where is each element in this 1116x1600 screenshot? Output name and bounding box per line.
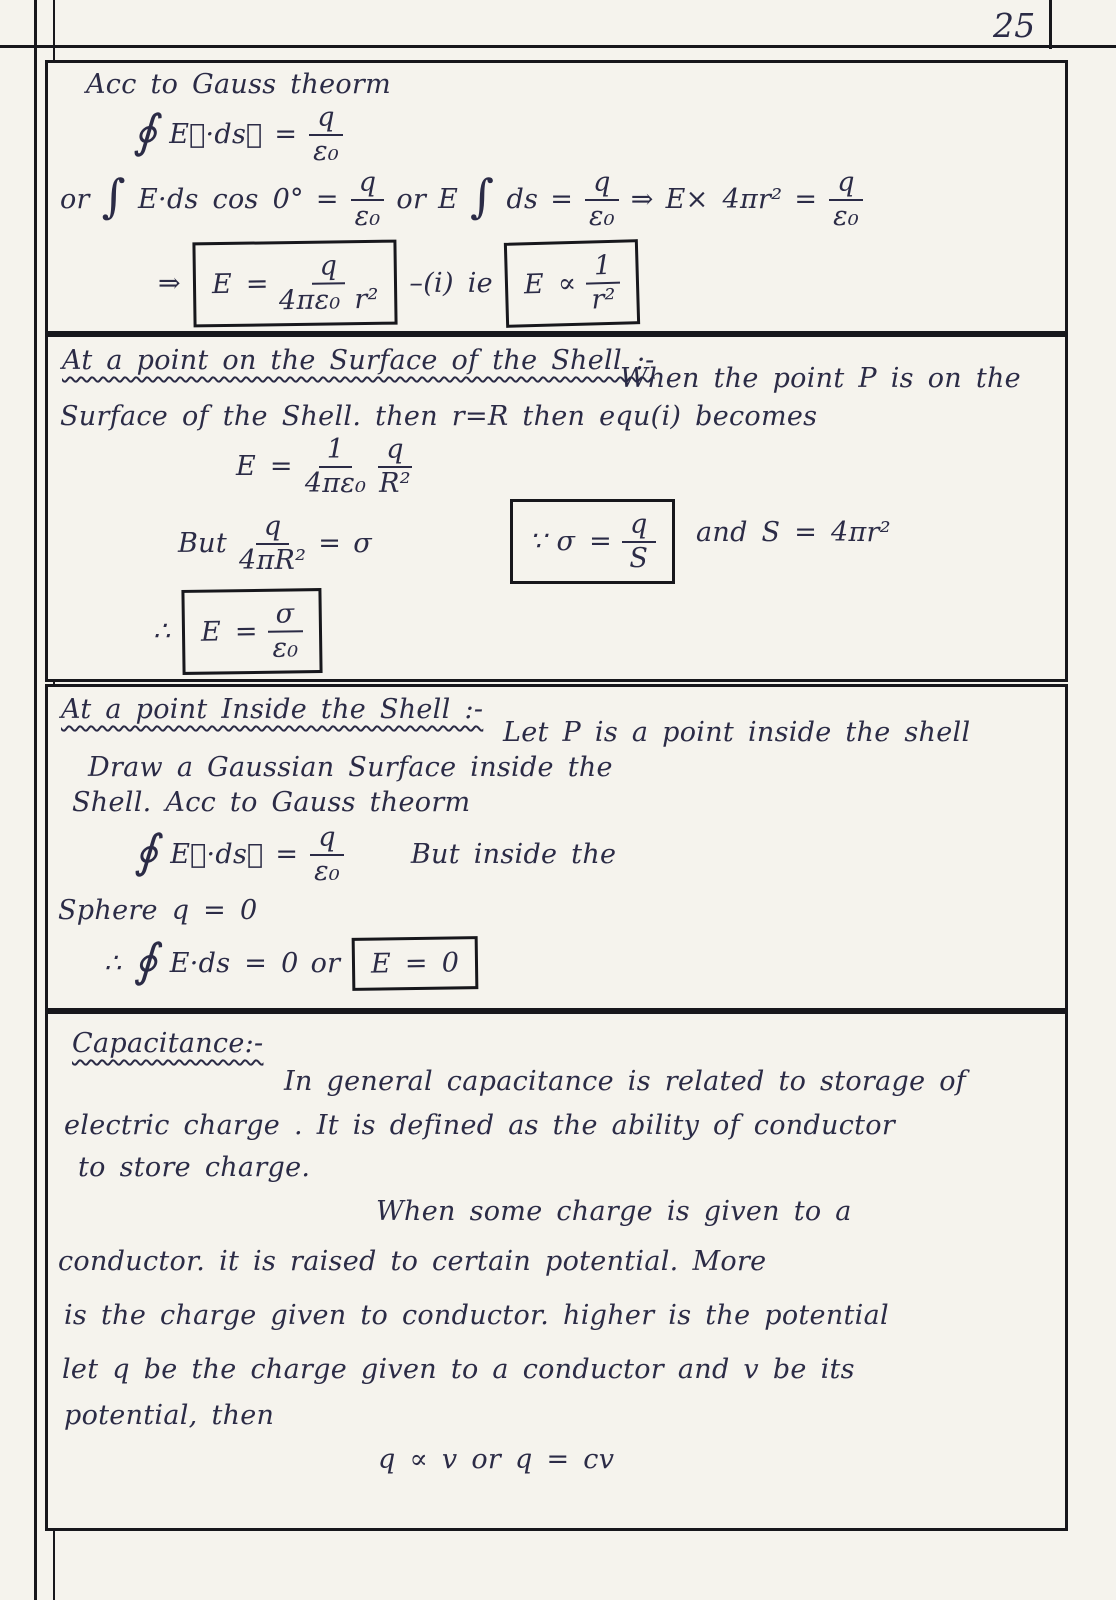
fraction bbox=[585, 168, 619, 231]
left-margin-line-outer bbox=[34, 0, 37, 1600]
or-word: or bbox=[396, 184, 427, 216]
lhs: E = bbox=[211, 268, 269, 301]
top-right-rule-line bbox=[1049, 0, 1052, 49]
implies-icon: ⇒ bbox=[630, 184, 654, 216]
text-line: Shell. Acc to Gauss theorm bbox=[72, 787, 471, 818]
denominator: R² bbox=[379, 467, 411, 499]
equals-sign: = bbox=[275, 839, 299, 871]
integrand: E⃗·ds⃗ bbox=[169, 119, 263, 151]
top-rule-line bbox=[0, 45, 1116, 48]
capacitance-formula: q ∝ v or q = cv bbox=[378, 1444, 615, 1475]
zero-field-formula bbox=[104, 933, 479, 990]
fraction bbox=[378, 435, 412, 498]
section-point-on-surface bbox=[45, 334, 1068, 682]
inline-note: But inside the bbox=[410, 839, 617, 871]
equals-sign: = bbox=[318, 528, 342, 560]
integrand: E·ds cos 0° bbox=[138, 184, 304, 216]
gauss-law-formula bbox=[133, 103, 343, 166]
fraction bbox=[310, 823, 344, 886]
text-line: conductor. it is raised to certain potential. More bbox=[58, 1246, 767, 1277]
implies-icon: ⇒ bbox=[158, 268, 181, 300]
but-word: But bbox=[178, 528, 227, 560]
page-number: 25 bbox=[993, 6, 1036, 45]
fraction bbox=[586, 251, 621, 315]
closed-integral-icon: ∮ bbox=[133, 104, 158, 159]
numerator: q bbox=[309, 103, 343, 136]
equals-sign: = bbox=[794, 184, 818, 216]
fraction bbox=[305, 435, 366, 498]
because-icon: ∵ bbox=[529, 526, 547, 558]
field-result-formula bbox=[158, 241, 639, 326]
numerator: 1 bbox=[586, 251, 620, 285]
equals-sign: = bbox=[550, 184, 574, 216]
closed-integral-icon: ∮ bbox=[133, 933, 158, 988]
denominator: ε₀ bbox=[313, 135, 340, 167]
fraction bbox=[278, 251, 379, 316]
boxed-field-formula bbox=[192, 240, 398, 328]
therefore-icon: ∴ bbox=[153, 616, 171, 648]
sigma-symbol: σ bbox=[353, 528, 372, 560]
numerator: σ bbox=[268, 599, 303, 632]
text-line: to store charge. bbox=[78, 1152, 311, 1183]
denominator: 4πε₀ r² bbox=[278, 283, 379, 316]
integral-icon: ∫ bbox=[101, 169, 127, 224]
denominator: S bbox=[629, 542, 649, 574]
fraction bbox=[309, 103, 343, 166]
numerator: q bbox=[378, 435, 412, 468]
fraction bbox=[351, 168, 385, 231]
side-note: Let P is a point inside the shell bbox=[503, 717, 971, 748]
text-line: When some charge is given to a bbox=[376, 1196, 852, 1227]
denominator: ε₀ bbox=[833, 200, 860, 232]
text-line: Draw a Gaussian Surface inside the bbox=[88, 752, 613, 783]
section-point-inside bbox=[45, 684, 1068, 1011]
numerator: q bbox=[311, 251, 345, 284]
numerator: 1 bbox=[319, 435, 352, 468]
fraction bbox=[829, 168, 863, 231]
numerator: q bbox=[829, 168, 863, 201]
field-symbol: E bbox=[438, 184, 459, 216]
integrand: ds bbox=[506, 184, 539, 216]
integrand: E⃗·ds⃗ bbox=[170, 839, 264, 871]
section-title: Capacitance:- bbox=[72, 1028, 264, 1059]
boxed-proportionality bbox=[504, 239, 640, 328]
or-word: or bbox=[60, 184, 90, 216]
text-line: potential, then bbox=[64, 1400, 275, 1431]
denominator: 4πR² bbox=[238, 544, 307, 576]
fraction bbox=[239, 512, 306, 575]
integral-icon: ∫ bbox=[470, 169, 495, 224]
fraction bbox=[268, 599, 304, 663]
denominator: 4πε₀ bbox=[304, 467, 367, 499]
sigma-definition-line bbox=[178, 512, 372, 575]
text-line: In general capacitance is related to storage of bbox=[284, 1066, 967, 1097]
or-word: or bbox=[310, 948, 341, 979]
expression: E× 4πr² bbox=[665, 184, 783, 216]
numerator: q bbox=[310, 823, 344, 856]
expression: E·ds = 0 bbox=[169, 948, 299, 979]
text-line: Surface of the Shell. then r=R then equ(i) becomes bbox=[60, 401, 818, 432]
boxed-zero-field: E = 0 bbox=[352, 936, 479, 991]
side-note: When the point P is on the bbox=[620, 363, 1021, 394]
boxed-sigma-formula bbox=[510, 499, 675, 584]
text-line: electric charge . It is defined as the ability of conductor bbox=[64, 1110, 896, 1141]
denominator: r² bbox=[590, 283, 617, 316]
section-title: At a point Inside the Shell :- bbox=[61, 694, 484, 725]
section-title: Acc to Gauss theorm bbox=[86, 69, 392, 100]
text-line: Sphere q = 0 bbox=[58, 895, 258, 926]
text-line: is the charge given to conductor. higher is the potential bbox=[64, 1300, 889, 1331]
equals-sign: = bbox=[274, 119, 298, 151]
lhs: σ = bbox=[556, 526, 613, 558]
section-title: At a point on the Surface of the Shell :- bbox=[62, 345, 655, 376]
denominator: ε₀ bbox=[354, 200, 381, 232]
lhs: E ∝ bbox=[523, 268, 577, 301]
lhs: E = bbox=[201, 616, 259, 648]
equals-sign: = bbox=[315, 184, 339, 216]
denominator: ε₀ bbox=[588, 200, 615, 232]
numerator: q bbox=[351, 168, 385, 201]
section-gauss-theorem bbox=[45, 60, 1068, 334]
equation-reference: –(i) ie bbox=[409, 268, 493, 300]
boxed-result bbox=[182, 588, 323, 675]
denominator: ε₀ bbox=[314, 855, 341, 887]
area-note: and S = 4πr² bbox=[696, 517, 891, 548]
numerator: q bbox=[622, 510, 656, 543]
gauss-law-formula bbox=[134, 823, 616, 886]
lhs: E = bbox=[236, 451, 293, 483]
fraction bbox=[622, 510, 656, 573]
therefore-icon: ∴ bbox=[104, 948, 122, 979]
numerator: q bbox=[585, 168, 619, 201]
surface-field-formula bbox=[236, 435, 412, 498]
expanded-gauss-formula bbox=[60, 168, 863, 231]
denominator: ε₀ bbox=[272, 632, 300, 664]
numerator: q bbox=[256, 512, 290, 545]
text-line: let q be the charge given to a conductor and v be its bbox=[62, 1354, 855, 1385]
surface-result-formula bbox=[153, 589, 322, 674]
section-capacitance bbox=[45, 1011, 1068, 1531]
closed-integral-icon: ∮ bbox=[134, 824, 159, 879]
